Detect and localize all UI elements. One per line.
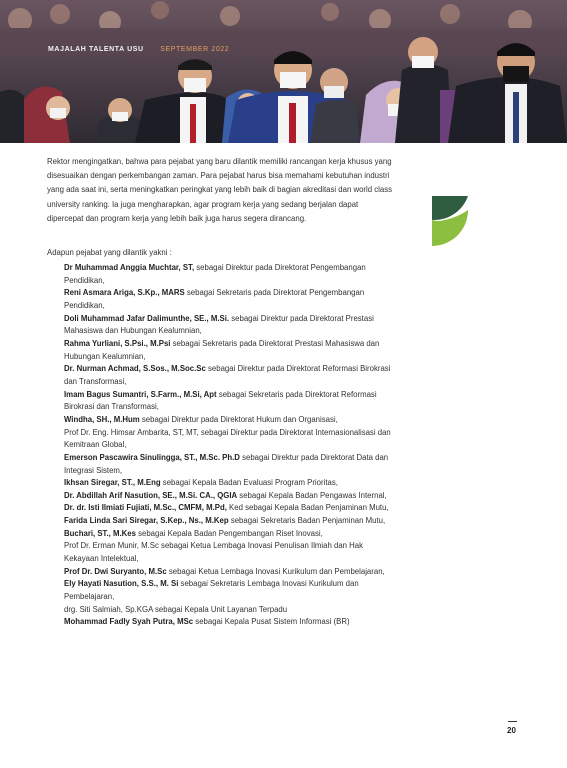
official-item: [64, 452, 394, 477]
officials-list-intro: Adapun pejabat yang dilantik yakni :: [47, 248, 172, 257]
official-name: Mohammad Fadly Syah Putra, MSc: [64, 617, 194, 627]
official-role: sebagai Direktur pada Direktorat Reformasi Birokrasi dan Transformasi,: [64, 364, 391, 386]
official-role: Prof Dr. Eng. Himsar Ambarita, ST, MT, sebagai Direktur pada Direktorat Internasionalisasi dan Kemitraan Global,: [64, 427, 391, 450]
official-item: [64, 528, 394, 541]
official-role: sebagai Direktur pada Direktorat Hukum dan Organisasi,: [139, 414, 338, 424]
official-role: sebagai Kepala Badan Pengembangan Riset Inovasi,: [135, 528, 323, 538]
magazine-name: MAJALAH TALENTA USU: [48, 46, 144, 53]
official-role: sebagai Direktur pada Direktorat Data dan Integrasi Sistem,: [64, 452, 389, 475]
page-number-rule: [508, 721, 517, 722]
official-item: [64, 262, 394, 287]
official-role: sebagai Kepala Badan Evaluasi Program Prioritas,: [160, 478, 338, 488]
official-role: sebagai Kepala Pusat Sistem Informasi (BR): [193, 617, 350, 627]
official-name: Prof Dr. Dwi Suryanto, M.Sc: [64, 566, 167, 576]
official-name: Emerson Pascawira Sinulingga, ST., M.Sc. Ph.D: [64, 452, 240, 462]
official-name: Doli Muhammad Jafar Dalimunthe, SE., M.Si.: [64, 313, 230, 323]
official-name: Dr. dr. Isti Ilmiati Fujiati, M.Sc., CMFM, M.Pd,: [64, 503, 227, 513]
official-name: Dr. Nurman Achmad, S.Sos., M.Soc.Sc: [64, 364, 206, 374]
official-role: sebagai Sekretaris pada Direktorat Pengembangan Pendidikan,: [64, 288, 365, 310]
inauguration-photo-illustration: [0, 0, 567, 143]
official-name: Rahma Yurliani, S.Psi., M.Psi: [64, 338, 171, 348]
official-item: [64, 616, 394, 629]
official-item: [64, 287, 394, 312]
official-role: drg. Siti Salmiah, Sp.KGA sebagai Kepala Unit Layanan Terpadu: [64, 604, 288, 614]
official-item: [64, 490, 394, 503]
official-item: [64, 313, 394, 338]
issue-date: SEPTEMBER 2022: [160, 46, 230, 53]
official-role: sebagai Ketua Lembaga Inovasi Kurikulum dan Pembelajaran,: [166, 566, 385, 576]
official-name: Buchari, ST., M.Kes: [64, 528, 136, 538]
official-item: [64, 477, 394, 490]
official-name: Dr. Abdillah Arif Nasution, SE., M.Si. CA., QGIA: [64, 490, 238, 500]
official-name: Windha, SH., M.Hum: [64, 414, 140, 424]
header-photo: [0, 0, 567, 143]
intro-section: [47, 155, 392, 226]
official-name: Imam Bagus Sumantri, S.Farm., M.Si, Apt: [64, 389, 217, 399]
official-role: sebagai Kepala Badan Pengawas Internal,: [237, 490, 387, 500]
official-role: sebagai Sekretaris Badan Penjaminan Mutu,: [228, 516, 386, 526]
official-role: sebagai Sekretaris pada Direktorat Prestasi Mahasiswa dan Hubungan Kealumnian,: [64, 338, 380, 361]
official-item: [64, 540, 394, 565]
officials-list: [64, 262, 394, 629]
official-item: [64, 414, 394, 427]
official-role: sebagai Direktur pada Direktorat Pengembangan Pendidikan,: [64, 263, 366, 285]
official-name: Dr Muhammad Anggia Muchtar, ST,: [64, 263, 195, 272]
official-role: sebagai Sekretaris pada Direktorat Reformasi Birokrasi dan Transformasi,: [64, 389, 377, 412]
official-item: [64, 338, 394, 363]
official-item: [64, 502, 394, 515]
official-role: sebagai Sekretaris Lembaga Inovasi Kurikulum dan Pembelajaran,: [64, 579, 359, 602]
magazine-masthead: [48, 46, 229, 53]
decorative-leaf-shapes: [432, 196, 468, 246]
official-role: Prof Dr. Erman Munir, M.Sc sebagai Ketua Lembaga Inovasi Penulisan Ilmiah dan Hak Kekayaan Intelektual,: [64, 541, 364, 564]
official-name: Reni Asmara Ariga, S.Kp., MARS: [64, 288, 185, 298]
official-name: Ely Hayati Nasution, S.S., M. Si: [64, 579, 179, 589]
official-name: Farida Linda Sari Siregar, S.Kep., Ns., M.Kep: [64, 516, 229, 526]
page-number: 20: [507, 726, 516, 735]
official-name: Ikhsan Siregar, ST., M.Eng: [64, 478, 161, 488]
official-item: [64, 389, 394, 414]
official-item: [64, 604, 394, 617]
official-item: [64, 578, 394, 603]
official-item: [64, 427, 394, 452]
official-role: Ked sebagai Kepala Badan Penjaminan Mutu,: [226, 503, 389, 513]
official-item: [64, 515, 394, 528]
official-item: [64, 363, 394, 388]
intro-paragraph: Rektor mengingatkan, bahwa para pejabat yang baru dilantik memiliki rancangan kerja khusus yang disesuaikan dengan perkembangan zaman. Para pejabat harus bisa memahami kebutuhan industri yang ada saat ini, serta meningkatkan peringkat yang lebih baik di bagian akreditasi dan world class university ranking. Ia juga mengharapkan, agar program kerja yang sedang berjalan dapat dipercepat dan program kerja yang lebih baik juga harus segera dirancang.: [47, 157, 393, 223]
official-role: sebagai Direktur pada Direktorat Prestasi Mahasiswa dan Hubungan Kealumnian,: [64, 313, 374, 336]
official-item: [64, 566, 394, 579]
